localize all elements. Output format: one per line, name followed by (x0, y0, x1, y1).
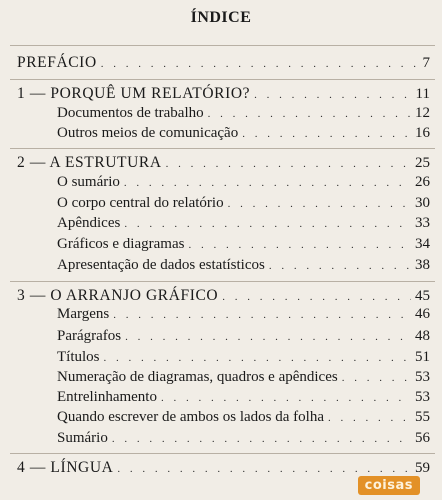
toc-page-number: 56 (415, 430, 430, 446)
toc-entry-label: Documentos de trabalho (57, 105, 204, 121)
dot-leader (242, 125, 411, 144)
toc-page-number: 59 (415, 460, 430, 476)
dot-leader (188, 236, 411, 255)
toc-entry-section (57, 194, 430, 213)
toc-entry-section (57, 124, 430, 143)
dot-leader (254, 86, 411, 105)
watermark-logo: coisas (358, 476, 420, 495)
toc-entry-section (57, 429, 430, 448)
dot-leader (161, 389, 411, 408)
toc-page-number: 30 (415, 195, 430, 211)
dot-leader (124, 174, 411, 193)
toc-entry-section (57, 256, 430, 275)
toc-page-number: 48 (415, 328, 430, 344)
toc-entry-preface (17, 53, 430, 72)
dot-leader (112, 430, 411, 449)
dot-leader (104, 349, 411, 368)
toc-entry-label: Sumário (57, 430, 108, 446)
toc-entry-label: 3 — O ARRANJO GRÁFICO (17, 287, 219, 304)
toc-entry-section (57, 173, 430, 192)
toc-page-number: 51 (415, 349, 430, 365)
dot-leader (328, 409, 411, 428)
toc-page-number: 46 (415, 306, 430, 322)
toc-page-number: 34 (415, 236, 430, 252)
toc-entry-label: Títulos (57, 349, 100, 365)
toc-entry-chapter-4 (17, 458, 430, 477)
dot-leader (342, 369, 411, 388)
dot-leader (228, 195, 411, 214)
toc-entry-chapter-3 (17, 286, 430, 305)
toc-page-number: 45 (415, 288, 430, 304)
toc-entry-chapter-2 (17, 153, 430, 172)
toc-page-number: 11 (415, 86, 430, 102)
toc-page-number: 7 (422, 55, 430, 71)
toc-entry-label: Margens (57, 306, 110, 322)
toc-entry-label: O corpo central do relatório (57, 195, 224, 211)
divider (10, 281, 435, 282)
toc-entry-section (57, 348, 430, 367)
toc-page-number: 26 (415, 174, 430, 190)
toc-entry-section (57, 388, 430, 407)
toc-page-number: 33 (415, 215, 430, 231)
toc-page-number: 16 (415, 125, 430, 141)
toc-entry-label: Outros meios de comunicação (57, 125, 239, 141)
toc-entry-section (57, 305, 430, 324)
dot-leader (113, 306, 411, 325)
toc-entry-label: O sumário (57, 174, 120, 190)
toc-entry-label: PREFÁCIO (17, 54, 97, 71)
toc-entry-label: 2 — A ESTRUTURA (17, 154, 162, 171)
toc-page-number: 53 (415, 389, 430, 405)
toc-entry-label: Parágrafos (57, 328, 122, 344)
index-title: ÍNDICE (190, 9, 252, 26)
toc-entry-section (57, 104, 430, 123)
toc-entry-section (57, 408, 430, 427)
toc-page-number: 38 (415, 257, 430, 273)
toc-entry-section (57, 327, 430, 346)
toc-entry-label: Numeração de diagramas, quadros e apêndices (57, 369, 338, 385)
dot-leader (269, 257, 411, 276)
toc-entry-label: Quando escrever de ambos os lados da folha (57, 409, 324, 425)
toc-entry-label: Apresentação de dados estatísticos (57, 257, 265, 273)
toc-page-number: 12 (415, 105, 430, 121)
toc-entry-section (57, 368, 430, 387)
toc-page-number: 25 (415, 155, 430, 171)
toc-entry-label: 4 — LÍNGUA (17, 459, 114, 476)
toc-entry-label: Apêndices (57, 215, 121, 231)
divider (10, 45, 435, 46)
toc-entry-label: 1 — PORQUÊ UM RELATÓRIO? (17, 85, 251, 102)
divider (10, 148, 435, 149)
toc-entry-label: Gráficos e diagramas (57, 236, 185, 252)
toc-entry-label: Entrelinhamento (57, 389, 157, 405)
divider (10, 79, 435, 80)
toc-page-number: 53 (415, 369, 430, 385)
dot-leader (208, 105, 411, 124)
dot-leader (125, 328, 411, 347)
toc-entry-chapter-1 (17, 84, 430, 103)
dot-leader (101, 55, 419, 74)
toc-page-number: 55 (415, 409, 430, 425)
divider (10, 453, 435, 454)
dot-leader (124, 215, 411, 234)
toc-entry-section (57, 235, 430, 254)
toc-entry-section (57, 214, 430, 233)
dot-leader (166, 155, 411, 174)
